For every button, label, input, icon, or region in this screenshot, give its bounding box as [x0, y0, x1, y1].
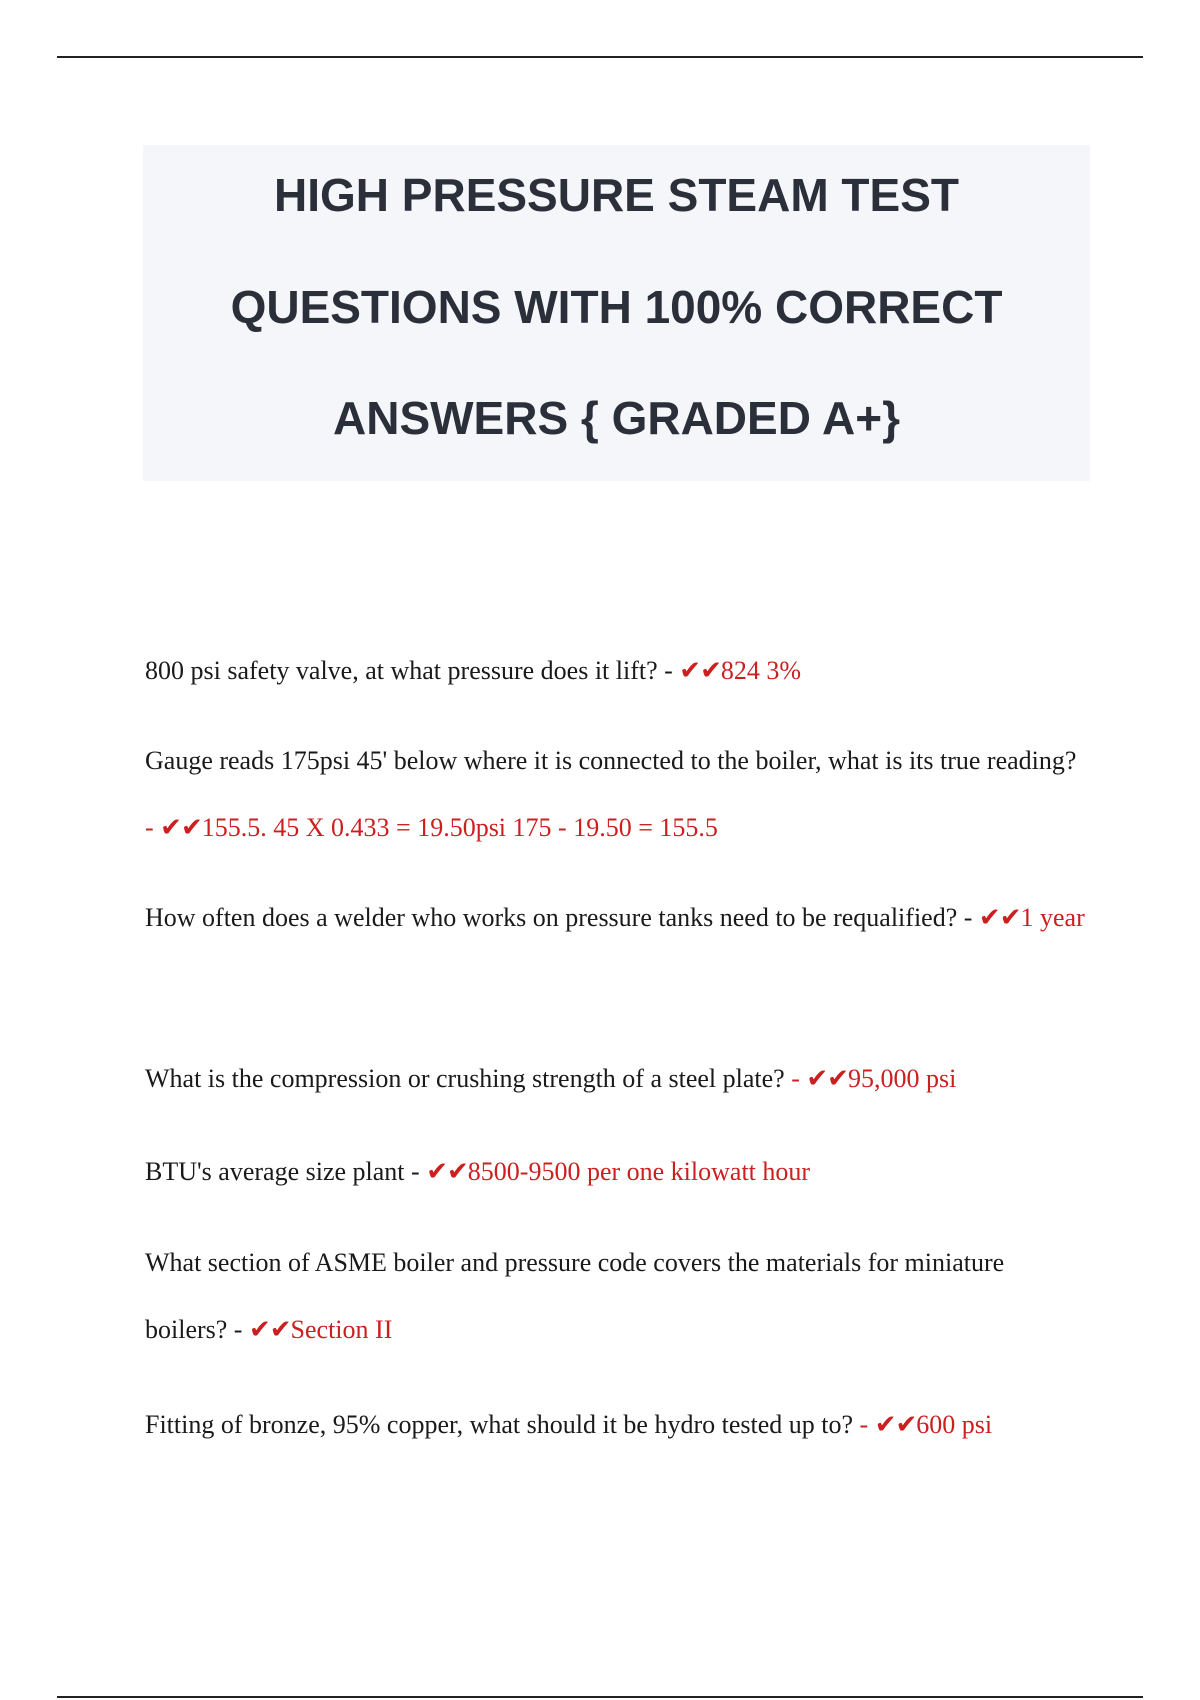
qa-item-3 — [145, 884, 1090, 952]
qa-item-4 — [145, 1045, 1090, 1113]
question-text: Fitting of bronze, 95% copper, what should it be hydro tested up to? — [145, 1410, 860, 1439]
qa-item-7 — [145, 1391, 1090, 1459]
question-text: 800 psi safety valve, at what pressure does it lift? - — [145, 656, 680, 685]
double-check-icon: ✔✔ — [160, 813, 202, 843]
double-check-icon: ✔✔ — [806, 1064, 848, 1094]
answer-text: 155.5. 45 X 0.433 = 19.50psi 175 - 19.50 = 155.5 — [201, 813, 718, 842]
double-check-icon: ✔✔ — [426, 1157, 468, 1187]
title-line-1: HIGH PRESSURE STEAM TEST — [274, 169, 959, 221]
qa-item-2 — [145, 727, 1090, 862]
double-check-icon: ✔✔ — [978, 903, 1021, 933]
answer-separator: - — [145, 813, 161, 842]
double-check-icon: ✔✔ — [679, 656, 721, 686]
answer-text: 600 psi — [916, 1410, 993, 1439]
answer-separator: - — [859, 1410, 875, 1439]
answer-separator: - — [791, 1064, 807, 1093]
title-line-2: QUESTIONS WITH 100% CORRECT — [230, 281, 1003, 333]
question-text: Gauge reads 175psi 45' below where it is connected to the boiler, what is its true reading? — [145, 746, 1077, 775]
title-line-3: ANSWERS { GRADED A+} — [333, 392, 900, 444]
top-rule — [57, 56, 1143, 58]
question-text: BTU's average size plant - — [145, 1157, 427, 1186]
qa-item-5 — [145, 1138, 1090, 1206]
answer-text: 824 3% — [720, 656, 802, 685]
answer-text: Section II — [290, 1315, 393, 1344]
double-check-icon: ✔✔ — [248, 1315, 291, 1345]
qa-item-1 — [145, 637, 1090, 705]
question-text: How often does a welder who works on pressure tanks need to be requalified? - — [145, 903, 979, 932]
question-text: What section of ASME boiler and pressure code covers the materials for miniature boilers? - — [145, 1248, 1005, 1344]
bottom-rule — [57, 1696, 1143, 1698]
title-banner — [143, 145, 1090, 481]
answer-text: 1 year — [1020, 903, 1085, 932]
answer-text: 8500-9500 per one kilowatt hour — [467, 1157, 811, 1186]
double-check-icon: ✔✔ — [874, 1410, 917, 1440]
qa-item-6 — [145, 1229, 1090, 1364]
answer-text: 95,000 psi — [847, 1064, 957, 1093]
question-text: What is the compression or crushing strength of a steel plate? — [145, 1064, 792, 1093]
